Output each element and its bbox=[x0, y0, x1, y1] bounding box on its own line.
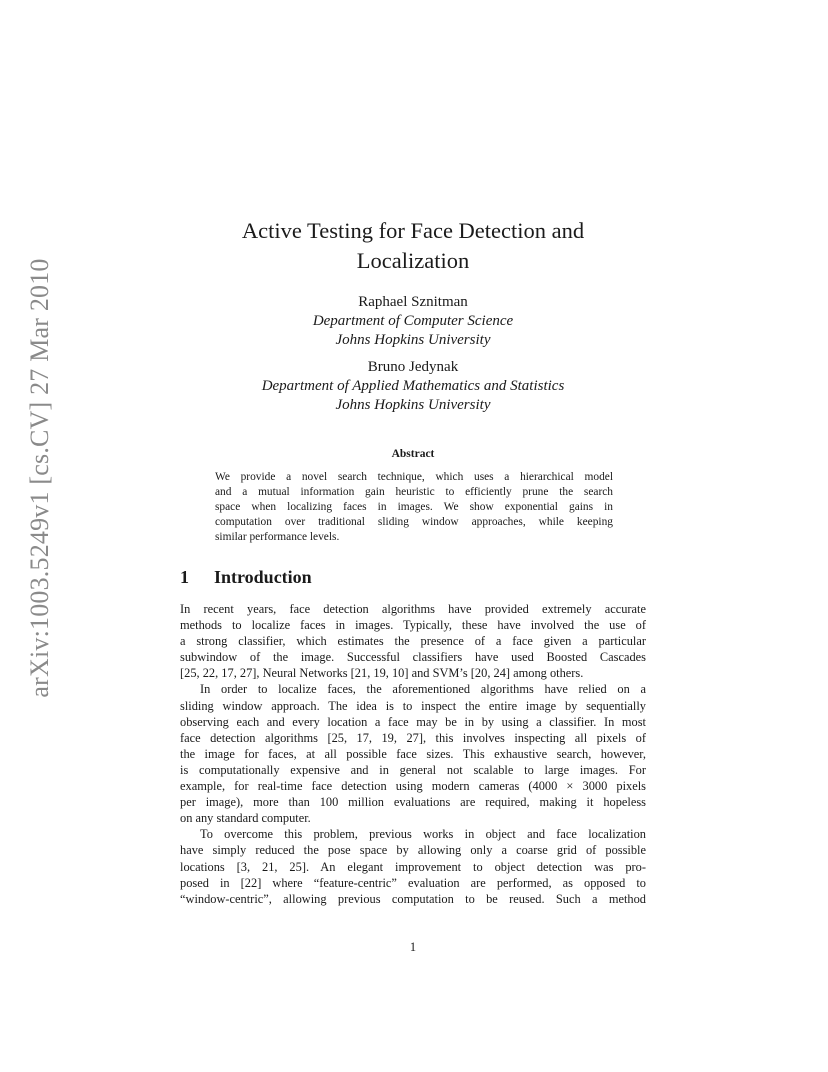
section-heading bbox=[180, 567, 312, 588]
body-line: [25, 22, 17, 27], Neural Networks [21, 19, 10] and SVM’s [20, 24] among others. bbox=[180, 666, 584, 681]
abstract-line: space when localizing faces in images. We show exponential gains in bbox=[215, 500, 613, 513]
body-line: In recent years, face detection algorithms have provided extremely accurate bbox=[180, 602, 646, 616]
body-line: subwindow of the image. Successful classifiers have used Boosted Cascades bbox=[180, 650, 646, 665]
body-line: the image for faces, at all possible face sizes. This exhaustive search, however, bbox=[180, 746, 646, 761]
body-line: face detection algorithms [25, 17, 19, 27], this involves inspecting all pixels of bbox=[180, 730, 646, 745]
abstract-line: similar performance levels. bbox=[215, 530, 340, 543]
author-affiliation: Department of Applied Mathematics and Statistics bbox=[261, 378, 565, 394]
body-line: on any standard computer. bbox=[180, 811, 311, 826]
body-line: posed in [22] where “feature-centric” evaluation are performed, as opposed to bbox=[180, 875, 646, 890]
abstract-line: We provide a novel search technique, which uses a hierarchical model bbox=[215, 471, 613, 483]
section-number: 1 bbox=[180, 567, 189, 587]
section-title: Introduction bbox=[214, 567, 312, 587]
body-line: have simply reduced the pose space by allowing only a coarse grid of possible bbox=[180, 843, 646, 858]
abstract-line: and a mutual information gain heuristic to efficiently prune the search bbox=[215, 485, 613, 498]
author-affiliation: Johns Hopkins University bbox=[335, 332, 491, 348]
author-affiliation: Johns Hopkins University bbox=[335, 397, 491, 413]
title-line-1: Active Testing for Face Detection and bbox=[241, 218, 585, 243]
abstract-line: computation over traditional sliding window approaches, while keeping bbox=[215, 515, 613, 528]
body-line: methods to localize faces in images. Typically, these have involved the use of bbox=[180, 618, 646, 633]
body-text bbox=[180, 601, 646, 907]
author-name: Raphael Sznitman bbox=[358, 294, 468, 310]
body-line: locations [3, 21, 25]. An elegant improvement to object detection was pro- bbox=[180, 859, 646, 874]
body-line: observing each and every location a face may be in by using a classifier. In most bbox=[180, 714, 646, 729]
body-line: is computationally expensive and in general not scalable to large images. For bbox=[180, 762, 646, 777]
author-name: Bruno Jedynak bbox=[367, 359, 459, 375]
body-line: sliding window approach. The idea is to inspect the entire image by sequentially bbox=[180, 698, 646, 713]
body-line: per image), more than 100 million evaluations are required, making it hopeless bbox=[180, 795, 646, 810]
arxiv-identifier: arXiv:1003.5249v1 [cs.CV] 27 Mar 2010 bbox=[25, 258, 54, 698]
body-line: example, for real-time face detection using modern cameras (4000 × 3000 pixels bbox=[180, 779, 646, 794]
author-affiliation: Department of Computer Science bbox=[312, 313, 514, 329]
paper-title bbox=[180, 216, 646, 276]
abstract-heading: Abstract bbox=[391, 448, 435, 460]
body-line: a strong classifier, which estimates the presence of a face given a particular bbox=[180, 634, 646, 649]
title-line-2: Localization bbox=[356, 248, 470, 273]
body-line: To overcome this problem, previous works in object and face localization bbox=[200, 827, 646, 842]
abstract-text bbox=[215, 470, 613, 545]
arxiv-side-stamp bbox=[18, 258, 62, 698]
body-line: In order to localize faces, the aforementioned algorithms have relied on a bbox=[200, 682, 646, 697]
page-number: 1 bbox=[409, 940, 417, 954]
body-line: “window-centric”, allowing previous computation to be reused. Such a method bbox=[180, 891, 646, 906]
author-block bbox=[180, 293, 646, 415]
